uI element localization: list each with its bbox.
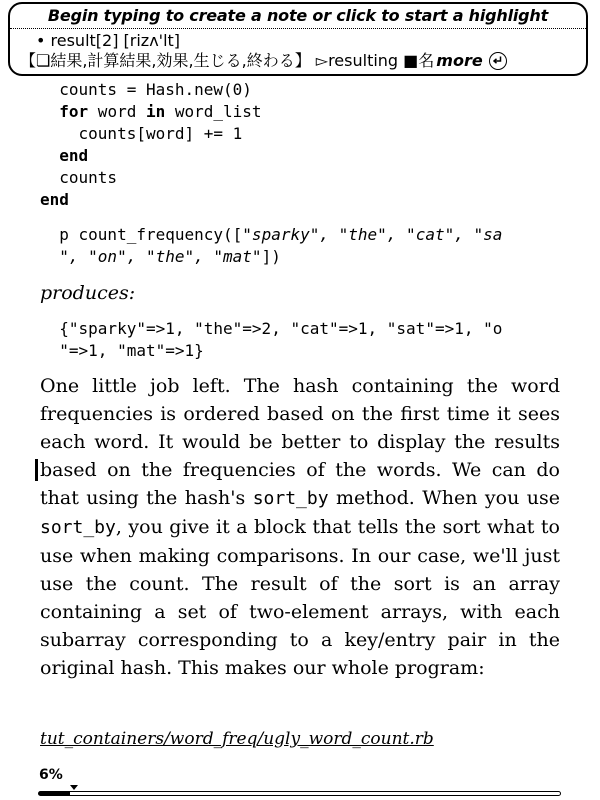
code-block-count-frequency bbox=[40, 79, 560, 211]
progress-bar[interactable] bbox=[38, 791, 561, 796]
code-line: {"sparky"=>1, "the"=>2, "cat"=>1, "sat"=>1, "o bbox=[59, 319, 503, 338]
code-line: for word in word_list bbox=[59, 102, 262, 121]
progress-percent: 6% bbox=[39, 767, 63, 783]
code-line: counts[word] += 1 bbox=[78, 124, 243, 143]
produces-label: produces: bbox=[40, 282, 136, 304]
code-line: end bbox=[59, 146, 89, 165]
code-line: counts bbox=[59, 168, 118, 187]
code-block-call bbox=[40, 224, 560, 268]
dictionary-popup[interactable] bbox=[8, 2, 588, 76]
code-block-output bbox=[40, 318, 560, 362]
code-line: "=>1, "mat"=>1} bbox=[59, 341, 204, 360]
senses-text: 【❏結果,計算結果,効果,生じる,終わる】 ▻resulting ■名 bbox=[20, 51, 435, 70]
dictionary-entry-headword: • result[2] [rizʌ'lt] bbox=[36, 31, 181, 50]
code-line: counts = Hash.new(0) bbox=[59, 80, 252, 99]
enter-return-icon[interactable] bbox=[489, 52, 507, 70]
code-line: p count_frequency(["sparky", "the", "cat", "sa bbox=[59, 225, 503, 244]
inline-code: sort_by bbox=[40, 517, 116, 538]
more-link[interactable]: more bbox=[436, 51, 483, 70]
position-marker-icon bbox=[70, 785, 78, 790]
inline-code: sort_by bbox=[252, 488, 329, 509]
source-file-link[interactable]: tut_containers/word_freq/ugly_word_count.rb bbox=[40, 729, 434, 749]
body-paragraph[interactable]: One little job left. The hash containing the word frequencies is ordered based on the first time it sees each word. It would be better to display the results based on the frequencies of the words. We can do that using the hash's sort_by method. When you use sort_by, you give it a block that tells the sort what to use when making comparisons. In our case, we'll just use the count. The result of the sort is an array containing a set of two-element arrays, with each subarray corresponding to a key/entry pair in the original hash. This makes our whole program: bbox=[40, 375, 560, 679]
note-prompt[interactable]: Begin typing to create a note or click to start a highlight bbox=[10, 4, 586, 29]
dictionary-entry-senses bbox=[10, 50, 586, 71]
code-line: end bbox=[40, 190, 69, 209]
progress-fill bbox=[39, 792, 70, 795]
code-line: ", "on", "the", "mat"]) bbox=[59, 247, 281, 266]
text-cursor bbox=[35, 459, 38, 481]
